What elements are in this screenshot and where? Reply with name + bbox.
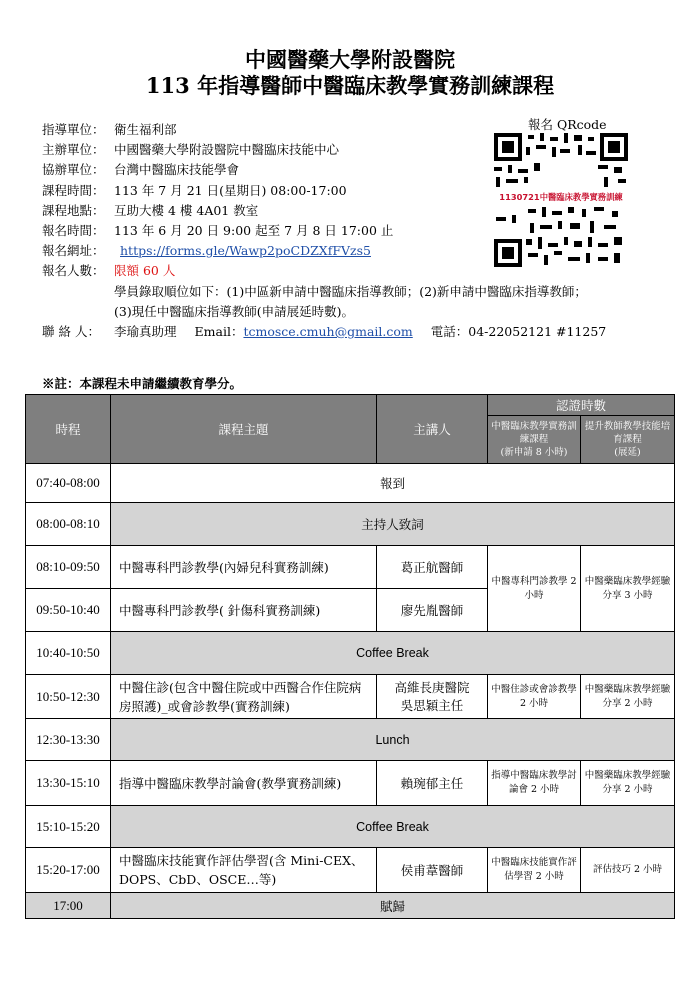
- course-time: 113 年 7 月 21 日(星期日) 08:00-17:00: [114, 182, 347, 198]
- table-row: [26, 632, 675, 675]
- row-time: 10:50-12:30: [26, 675, 111, 719]
- header-topic: 課程主題: [111, 395, 377, 464]
- guide-unit: 衛生福利部: [114, 122, 177, 137]
- row-activity: Coffee Break: [111, 632, 675, 675]
- row-activity: 賦歸: [111, 893, 675, 919]
- reg-url-label: 報名網址：: [42, 243, 105, 259]
- phone: 電話：04-22052121 #11257: [430, 323, 607, 339]
- row-activity: 主持人致詞: [111, 503, 675, 546]
- host-unit: 中國醫藥大學附設醫院中醫臨床技能中心: [114, 142, 340, 158]
- row-topic: 中醫專科門診教學(內婦兒科實務訓練): [111, 546, 377, 589]
- table-row: [26, 848, 675, 893]
- course-place: 互助大樓 4 樓 4A01 教室: [114, 202, 259, 218]
- row-activity: Lunch: [111, 719, 675, 761]
- contact-label: 聯 絡 人：: [42, 323, 100, 339]
- schedule-table: [25, 394, 675, 919]
- row-time: 08:00-08:10: [26, 503, 111, 546]
- row-topic: 指導中醫臨床教學討論會(教學實務訓練): [111, 761, 377, 806]
- table-row: [26, 546, 675, 589]
- row-time: 15:20-17:00: [26, 848, 111, 893]
- row-cert-new: 中醫住診或會診教學 2 小時: [488, 675, 581, 719]
- row-cert-extend: 中醫藥臨床教學經驗分享 2 小時: [581, 761, 675, 806]
- row-topic: 中醫住診(包含中醫住院或中西醫合作住院病房照護)_或會診教學(實務訓練): [111, 675, 377, 719]
- table-row: [26, 503, 675, 546]
- course-place-label: 課程地點：: [42, 202, 105, 218]
- row-speaker: 廖先胤醫師: [377, 589, 488, 632]
- reg-count: 限額 60 人: [114, 263, 176, 279]
- note: ※註：本課程未申請繼續教育學分。: [42, 376, 243, 391]
- row-speaker: 高維長庚醫院 吳思穎主任: [377, 675, 488, 719]
- table-row: [26, 806, 675, 848]
- table-row: [26, 464, 675, 503]
- guide-unit-label: 指導單位：: [42, 122, 105, 137]
- table-row: [26, 675, 675, 719]
- title-course: 113 年指導醫師中醫臨床教學實務訓練課程: [145, 73, 555, 98]
- row-time: 15:10-15:20: [26, 806, 111, 848]
- table-row: [26, 893, 675, 919]
- row-time: 09:50-10:40: [26, 589, 111, 632]
- header-speaker: 主講人: [377, 395, 488, 464]
- contact-name: 李瑜真助理: [114, 323, 177, 339]
- row-activity: Coffee Break: [111, 806, 675, 848]
- row-time: 07:40-08:00: [26, 464, 111, 503]
- host-unit-label: 主辦單位：: [42, 142, 105, 158]
- reg-count-label: 報名人數：: [42, 263, 105, 279]
- email-label: Email：: [194, 323, 244, 339]
- row-cert-extend: 中醫藥臨床教學經驗分享 3 小時: [581, 546, 675, 632]
- qrcode-label: 報名 QRcode: [528, 117, 607, 132]
- reg-time-label: 報名時間：: [42, 222, 105, 238]
- title-hospital: 中國醫藥大學附設醫院: [245, 47, 455, 72]
- row-cert-new: 中醫臨床技能實作評估學習 2 小時: [488, 848, 581, 893]
- course-time-label: 課程時間：: [42, 182, 105, 198]
- co-unit: 台灣中醫臨床技能學會: [114, 162, 240, 178]
- row-speaker: 侯甫葦醫師: [377, 848, 488, 893]
- row-topic: 中醫臨床技能實作評估學習(含 Mini-CEX、DOPS、CbD、OSCE…等): [111, 848, 377, 893]
- row-time: 17:00: [26, 893, 111, 919]
- reg-url-link[interactable]: https://forms.gle/Wawp2poCDZXfFVzs5: [120, 243, 371, 259]
- row-time: 12:30-13:30: [26, 719, 111, 761]
- row-cert-new: 指導中醫臨床教學討論會 2 小時: [488, 761, 581, 806]
- row-cert-new: 中醫專科門診教學 2 小時: [488, 546, 581, 632]
- row-time: 13:30-15:10: [26, 761, 111, 806]
- reg-time: 113 年 6 月 20 日 9:00 起至 7 月 8 日 17:00 止: [114, 222, 394, 238]
- header-cert-hours: 認證時數: [488, 395, 675, 416]
- row-cert-extend: 評估技巧 2 小時: [581, 848, 675, 893]
- table-row: [26, 719, 675, 761]
- qrcode-banner: 1130721中醫臨床教學實務訓練: [499, 192, 623, 202]
- co-unit-label: 協辦單位：: [42, 162, 105, 178]
- header-cert-extend: 提升教師教學技能培育課程 (展延): [581, 416, 675, 464]
- row-cert-extend: 中醫藥臨床教學經驗分享 2 小時: [581, 675, 675, 719]
- table-row: [26, 761, 675, 806]
- row-time: 08:10-09:50: [26, 546, 111, 589]
- priority-line-1: 學員錄取順位如下：(1)中區新申請中醫臨床指導教師；(2)新申請中醫臨床指導教師；: [114, 283, 587, 299]
- row-speaker: 葛正航醫師: [377, 546, 488, 589]
- header-time: 時程: [26, 395, 111, 464]
- priority-line-2: (3)現任中醫臨床指導教師(申請展延時數)。: [114, 303, 354, 319]
- email-link[interactable]: tcmosce.cmuh@gmail.com: [243, 323, 413, 339]
- row-speaker: 賴琬郁主任: [377, 761, 488, 806]
- row-topic: 中醫專科門診教學( 針傷科實務訓練): [111, 589, 377, 632]
- row-time: 10:40-10:50: [26, 632, 111, 675]
- header-cert-new: 中醫臨床教學實務訓練課程 (新申請 8 小時): [488, 416, 581, 464]
- qrcode-image[interactable]: [494, 133, 628, 267]
- row-activity: 報到: [111, 464, 675, 503]
